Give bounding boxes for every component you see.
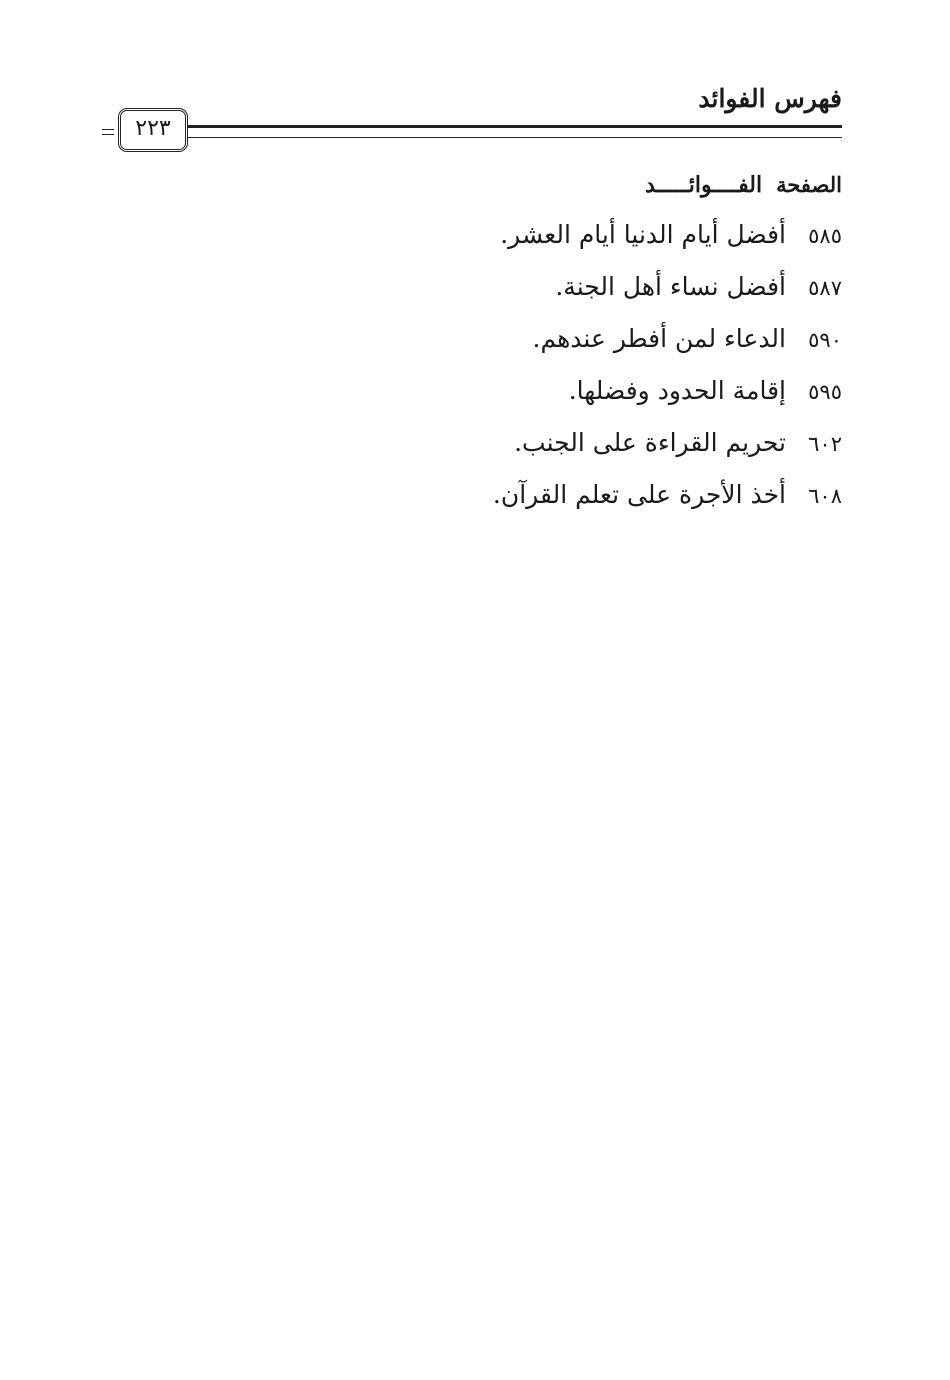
index-row-text: أخذ الأجرة على تعلم القرآن. xyxy=(492,480,786,509)
index-row xyxy=(493,324,842,376)
benefits-index xyxy=(493,172,842,532)
index-row xyxy=(493,220,842,272)
page-number: ٢٢٣ xyxy=(118,108,188,152)
index-row-page: ٥٩٥ xyxy=(808,380,842,404)
index-row xyxy=(493,428,842,480)
index-row-page: ٦٠٢ xyxy=(808,432,842,456)
index-row-page: ٦٠٨ xyxy=(808,484,842,508)
index-row-page: ٥٩٠ xyxy=(808,328,842,352)
header-rule xyxy=(188,125,842,138)
index-row xyxy=(493,272,842,324)
index-row-text: أفضل نساء أهل الجنة. xyxy=(555,272,786,301)
column-header-page: الصفحة xyxy=(776,172,842,197)
index-row xyxy=(493,376,842,428)
column-header-benefits: الفــــوائـــــد xyxy=(645,172,763,198)
page-number-marker xyxy=(102,129,114,135)
index-row-text: إقامة الحدود وفضلها. xyxy=(568,376,786,405)
index-row-page: ٥٨٧ xyxy=(808,276,842,300)
index-row-text: الدعاء لمن أفطر عندهم. xyxy=(532,324,786,353)
index-row xyxy=(493,480,842,532)
index-row-page: ٥٨٥ xyxy=(808,224,842,248)
page-title: فهرس الفوائد xyxy=(698,84,842,113)
index-row-text: تحريم القراءة على الجنب. xyxy=(514,428,786,457)
index-header-row xyxy=(493,172,842,220)
index-row-text: أفضل أيام الدنيا أيام العشر. xyxy=(500,220,786,249)
